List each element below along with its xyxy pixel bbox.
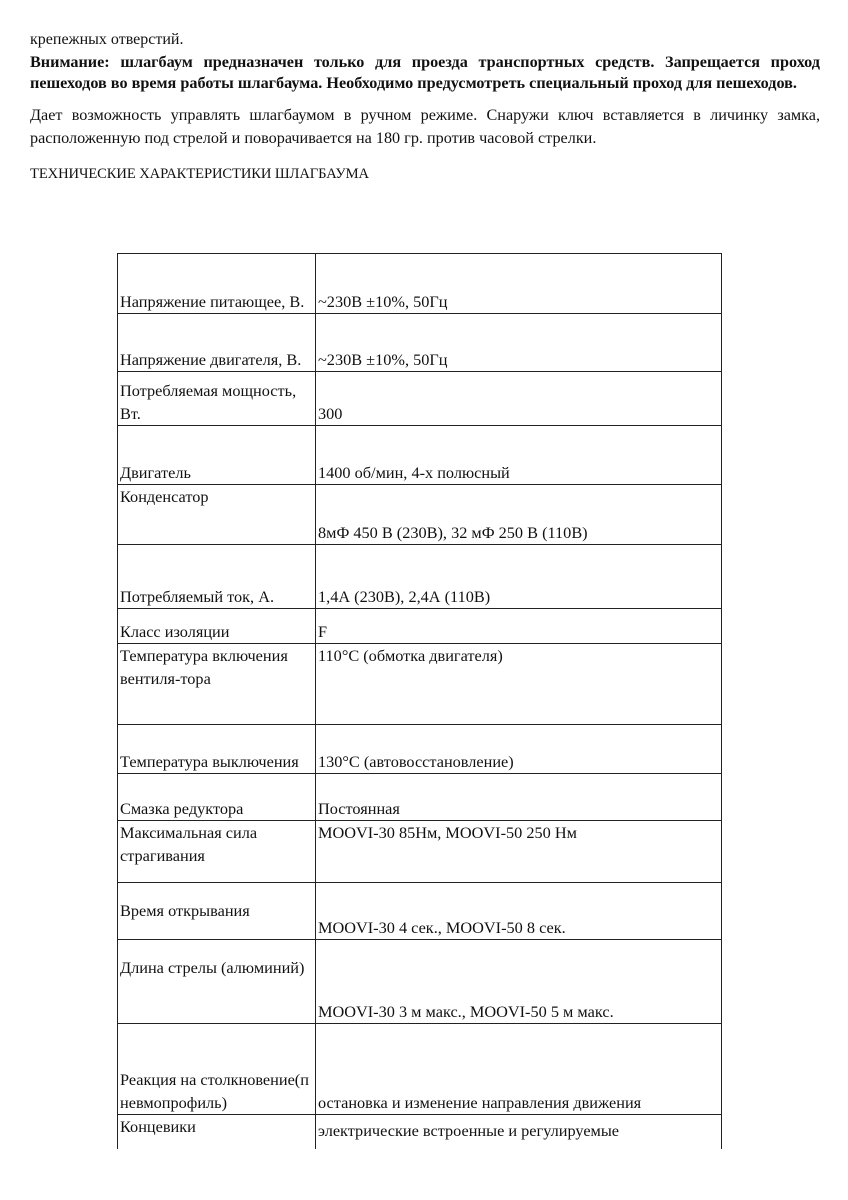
spec-label: Температура включения вентиля-тора [118, 644, 316, 725]
spec-value: F [316, 609, 722, 644]
spec-value: 300 [316, 372, 722, 426]
spec-label: Напряжение двигателя, В. [118, 314, 316, 372]
intro-fragment: крепежных отверстий. [30, 31, 184, 48]
table-row [118, 774, 722, 821]
document-page [30, 30, 820, 183]
table-row [118, 545, 722, 609]
table-row [118, 940, 722, 1024]
table-row [118, 1024, 722, 1115]
table-row [118, 725, 722, 774]
spec-value: 110°С (обмотка двигателя) [316, 644, 722, 725]
table-row [118, 609, 722, 644]
spec-label: Реакция на столкновение(пневмопрофиль) [118, 1024, 316, 1115]
spec-value: остановка и изменение направления движения [316, 1024, 722, 1115]
spec-label: Время открывания [118, 883, 316, 940]
spec-value: 8мФ 450 В (230В), 32 мФ 250 В (110В) [316, 485, 722, 545]
spec-label: Конденсатор [118, 485, 316, 545]
section-heading: ТЕХНИЧЕСКИЕ ХАРАКТЕРИСТИКИ ШЛАГБАУМА [30, 166, 369, 182]
spec-value: MOOVI-30 85Нм, MOOVI-50 250 Нм [316, 821, 722, 883]
table-row [118, 314, 722, 372]
spec-label: Температура выключения [118, 725, 316, 774]
table-row [118, 883, 722, 940]
spec-label: Двигатель [118, 426, 316, 485]
manual-mode-paragraph: Дает возможность управлять шлагбаумом в ручном режиме. Снаружи ключ вставляется в личинку замка, расположенную под стрелой и поворачивается на 180 гр. против часовой стрелки. [30, 106, 820, 147]
spec-value: электрические встроенные и регулируемые [316, 1115, 722, 1149]
spec-value: ~230В ±10%, 50Гц [316, 314, 722, 372]
spec-value: MOOVI-30 4 сек., MOOVI-50 8 сек. [316, 883, 722, 940]
spec-value: 1400 об/мин, 4-х полюсный [316, 426, 722, 485]
spec-label: Потребляемая мощность, Вт. [118, 372, 316, 426]
table-row [118, 644, 722, 725]
spec-label: Концевики [118, 1115, 316, 1149]
spec-label: Класс изоляции [118, 609, 316, 644]
spec-label: Длина стрелы (алюминий) [118, 940, 316, 1024]
spec-value: MOOVI-30 3 м макс., MOOVI-50 5 м макс. [316, 940, 722, 1024]
specs-table [117, 253, 722, 1149]
spec-label: Потребляемый ток, А. [118, 545, 316, 609]
warning-paragraph: Внимание: шлагбаум предназначен только для проезда транспортных средств. Запрещается проход пешеходов во время работы шлагбаума. Необходимо предусмотреть специальный проход для пешеходов. [30, 53, 820, 92]
spec-value: 130°С (автовосстановление) [316, 725, 722, 774]
spec-value: ~230В ±10%, 50Гц [316, 254, 722, 314]
table-row [118, 1115, 722, 1149]
spec-value: Постоянная [316, 774, 722, 821]
table-row [118, 426, 722, 485]
table-row [118, 485, 722, 545]
table-row [118, 821, 722, 883]
spec-label: Напряжение питающее, В. [118, 254, 316, 314]
spec-label: Смазка редуктора [118, 774, 316, 821]
spec-label: Максимальная сила страгивания [118, 821, 316, 883]
table-row [118, 254, 722, 314]
spec-value: 1,4А (230В), 2,4А (110В) [316, 545, 722, 609]
table-row [118, 372, 722, 426]
